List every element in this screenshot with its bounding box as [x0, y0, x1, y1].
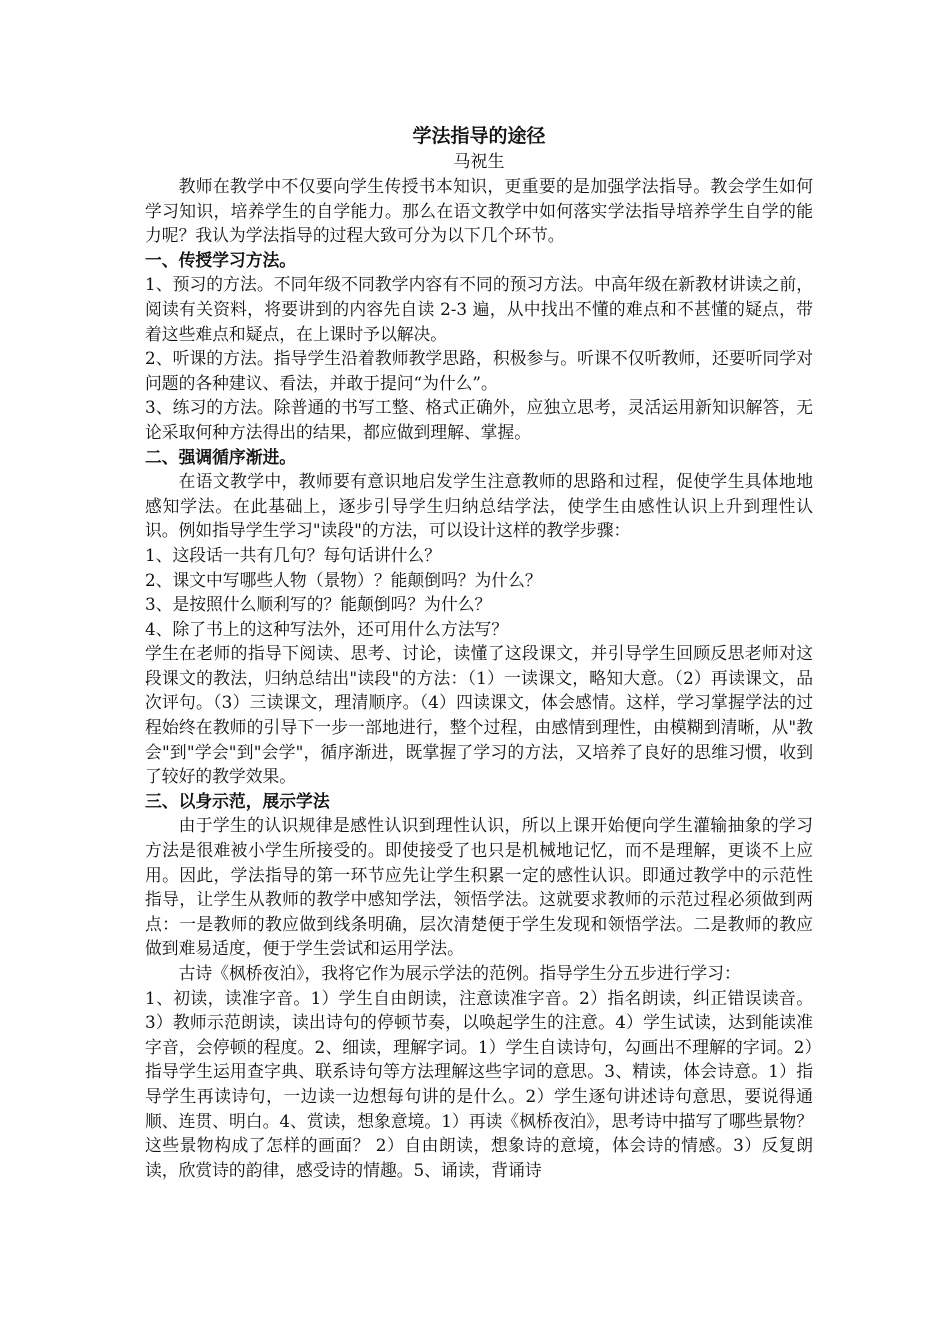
paragraph: 由于学生的认识规律是感性认识到理性认识，所以上课开始便向学生灌输抽象的学习方法是很难被小学生所接受的。即使接受了也只是机械地记忆，而不是理解，更谈不上应用。因此，学法指导的第一环节应先让学生积累一定的感性认识。即通过教学中的示范性指导，让学生从教师的教学中感知学法，领悟学法。这就要求教师的示范过程必须做到两点：一是教师的教应做到线条明确，层次清楚便于学生发现和领悟学法。二是教师的教应做到难易适度，便于学生尝试和运用学法。: [145, 815, 813, 959]
paragraph: 1、初读，读准字音。1）学生自由朗读，注意读准字音。2）指名朗读，纠正错误读音。3）教师示范朗读，读出诗句的停顿节奏，以唤起学生的注意。4）学生试读，达到能读准字音，会停顿的程度。2、细读，理解字词。1）学生自读诗句，勾画出不理解的字词。2）指导学生运用查字典、联系诗句等方法理解这些字词的意思。3、精读，体会诗意。1）指导学生再读诗句，一边读一边想每句讲的是什么。2）学生逐句讲述诗句意思，要说得通顺、连贯、明白。4、赏读，想象意境。1）再读《枫桥夜泊》，思考诗中描写了哪些景物？这些景物构成了怎样的画面？ 2）自由朗读，想象诗的意境，体会诗的情感。3）反复朗读，欣赏诗的韵律，感受诗的情趣。5、诵读，背诵诗: [145, 987, 813, 1180]
paragraph: 在语文教学中，教师要有意识地启发学生注意教师的思路和过程，促使学生具体地地感知学法。在此基础上，逐步引导学生归纳总结学法，使学生由感性认识上升到理性认识。例如指导学生学习"读段"的方法，可以设计这样的教学步骤：: [145, 471, 813, 541]
document-author: 马祝生: [453, 152, 505, 172]
paragraph: 1、预习的方法。不同年级不同教学内容有不同的预习方法。中高年级在新教材讲读之前，阅读有关资料，将要讲到的内容先自读 2-3 遍，从中找出不懂的难点和不甚懂的疑点，带着这些难点和疑点，在上课时予以解决。: [145, 274, 813, 344]
section-heading-1: 一、传授学习方法。: [145, 249, 297, 270]
document-page: [145, 122, 813, 1182]
document-title: 学法指导的途径: [412, 125, 546, 147]
list-item: 2、课文中写哪些人物（景物）？能颠倒吗？为什么？: [145, 569, 542, 590]
section-heading-3: 三、以身示范，展示学法: [145, 790, 330, 811]
list-item: 4、除了书上的这种写法外，还可用什么方法写？: [145, 618, 509, 639]
list-item: 1、这段话一共有几句？每句话讲什么？: [145, 544, 441, 565]
intro-paragraph: 教师在教学中不仅要向学生传授书本知识，更重要的是加强学法指导。教会学生如何学习知识，培养学生的自学能力。那么在语文教学中如何落实学法指导培养学生自学的能力呢？我认为学法指导的过程大致可分为以下几个环节。: [145, 176, 813, 246]
paragraph: 2、听课的方法。指导学生沿着教师教学思路，积极参与。听课不仅听教师，还要听同学对问题的各种建议、看法，并敢于提问“为什么”。: [145, 348, 813, 393]
paragraph: 学生在老师的指导下阅读、思考、讨论，读懂了这段课文，并引导学生回顾反思老师对这段课文的教法，归纳总结出"读段"的方法：（1）一读课文，略知大意。（2）再读课文，品次评句。（3）三读课文，理清顺序。（4）四读课文，体会感情。这样，学习掌握学法的过程始终在教师的引导下一步一部地进行，整个过程，由感情到理性，由模糊到清晰，从"教会"到"学会"到"会学"，循序渐进，既掌握了学习的方法，又培养了良好的思维习惯，收到了较好的教学效果。: [145, 643, 813, 787]
paragraph: 古诗《枫桥夜泊》，我将它作为展示学法的范例。指导学生分五步进行学习：: [178, 963, 741, 983]
list-item: 3、是按照什么顺利写的？能颠倒吗？为什么？: [145, 594, 492, 615]
section-heading-2: 二、强调循序渐进。: [145, 446, 297, 467]
paragraph: 3、练习的方法。除普通的书写工整、格式正确外，应独立思考，灵活运用新知识解答，无论采取何种方法得出的结果，都应做到理解、掌握。: [145, 397, 813, 442]
